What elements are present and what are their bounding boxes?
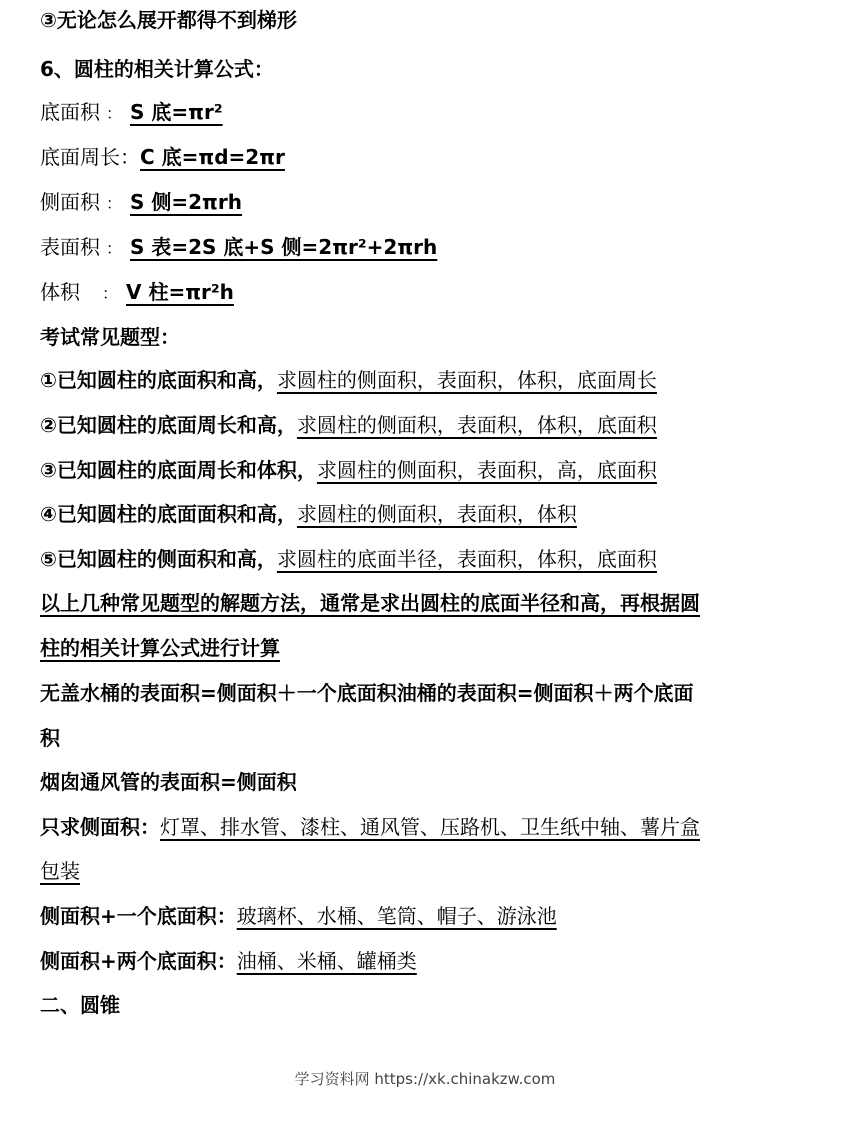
formula-text: S 侧=2πrh bbox=[130, 190, 242, 214]
exam-type-1 bbox=[40, 366, 657, 394]
exam-type-2 bbox=[40, 411, 657, 439]
exam-types-heading: 考试常见题型： bbox=[40, 325, 180, 349]
lateral-plus-two-bases bbox=[40, 947, 417, 975]
exam-type-5 bbox=[40, 545, 657, 573]
formula-lateral-area bbox=[40, 188, 242, 218]
formula-base-area bbox=[40, 98, 223, 128]
category-items: 玻璃杯、水桶、笔筒、帽子、游泳池 bbox=[236, 904, 557, 928]
find-text: 求圆柱的侧面积，表面积，体积 bbox=[296, 502, 577, 526]
formula-colon: ： bbox=[106, 194, 123, 213]
formula-text: S 底=πr² bbox=[130, 100, 223, 124]
exam-type-3 bbox=[40, 456, 657, 484]
category-label: 侧面积+两个底面积： bbox=[40, 949, 237, 973]
category-items: 灯罩、排水管、漆柱、通风管、压路机、卫生纸中轴、薯片盒 bbox=[160, 815, 700, 839]
exam-type-4 bbox=[40, 500, 577, 528]
formula-text: V 柱=πr²h bbox=[126, 280, 234, 304]
formula-colon: ： bbox=[106, 104, 123, 123]
only-lateral-area-cont: 包装 bbox=[40, 859, 80, 883]
formula-text: C 底=πd=2πr bbox=[140, 145, 285, 169]
category-label: 侧面积+一个底面积： bbox=[40, 904, 237, 928]
given-text: ④已知圆柱的底面面积和高， bbox=[40, 502, 297, 526]
find-text: 求圆柱的底面半径，表面积，体积，底面积 bbox=[276, 547, 657, 571]
bucket-surface-line-1: 无盖水桶的表面积=侧面积＋一个底面积油桶的表面积=侧面积＋两个底面 bbox=[40, 681, 694, 705]
bucket-surface-line-2: 积 bbox=[40, 726, 60, 750]
footer-watermark: 学习资料网 https://xk.chinakzw.com bbox=[294, 1070, 556, 1088]
given-text: ③已知圆柱的底面周长和体积， bbox=[40, 458, 317, 482]
section-6-heading: 6、圆柱的相关计算公式： bbox=[40, 57, 274, 81]
formula-text: S 表=2S 底+S 侧=2πr²+2πrh bbox=[130, 235, 438, 259]
formula-label: 侧面积 bbox=[40, 190, 100, 214]
only-lateral-area bbox=[40, 813, 700, 841]
formula-base-circumference bbox=[40, 143, 285, 171]
given-text: ②已知圆柱的底面周长和高， bbox=[40, 413, 297, 437]
formula-surface-area bbox=[40, 233, 437, 263]
formula-colon: ： bbox=[106, 239, 123, 258]
find-text: 求圆柱的侧面积，表面积，高，底面积 bbox=[316, 458, 657, 482]
formula-colon: ： bbox=[102, 284, 119, 303]
category-label: 只求侧面积： bbox=[40, 815, 160, 839]
solution-method-line-1: 以上几种常见题型的解题方法，通常是求出圆柱的底面半径和高，再根据圆 bbox=[40, 591, 700, 615]
lateral-plus-one-base bbox=[40, 902, 557, 930]
formula-label: 底面周长： bbox=[40, 145, 140, 169]
formula-label: 表面积 bbox=[40, 235, 100, 259]
point-3-no-trapezoid: ③无论怎么展开都得不到梯形 bbox=[40, 8, 297, 32]
given-text: ①已知圆柱的底面积和高， bbox=[40, 368, 277, 392]
category-items: 油桶、米桶、罐桶类 bbox=[236, 949, 417, 973]
formula-volume bbox=[40, 278, 234, 308]
find-text: 求圆柱的侧面积，表面积，体积，底面周长 bbox=[276, 368, 657, 392]
formula-label: 底面积 bbox=[40, 100, 100, 124]
section-two-cone-heading: 二、圆锥 bbox=[40, 993, 120, 1017]
given-text: ⑤已知圆柱的侧面积和高， bbox=[40, 547, 277, 571]
formula-label: 体积 bbox=[40, 280, 80, 304]
chimney-surface: 烟囱通风管的表面积=侧面积 bbox=[40, 770, 297, 794]
solution-method-line-2: 柱的相关计算公式进行计算 bbox=[40, 636, 280, 660]
find-text: 求圆柱的侧面积，表面积，体积，底面积 bbox=[296, 413, 657, 437]
